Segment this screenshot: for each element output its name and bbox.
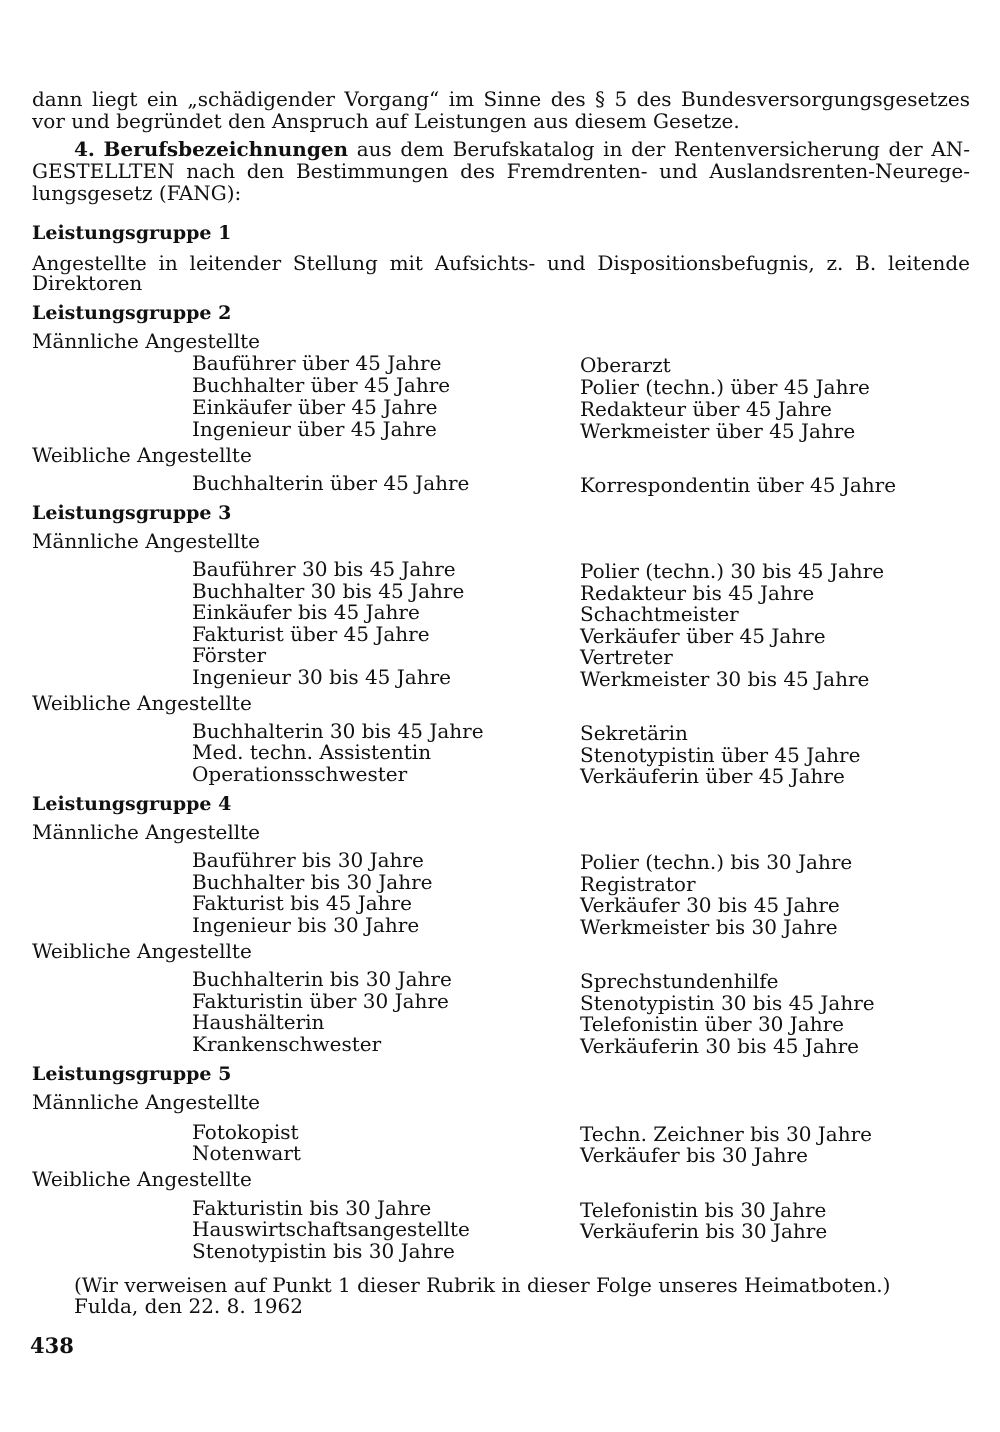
list-item: Vertreter [580,645,673,669]
list-item: Haushälterin [192,1010,325,1034]
list-item: Werkmeister über 45 Jahre [580,419,856,443]
list-item: Bauführer 30 bis 45 Jahre [192,557,456,581]
group-1-heading: Leistungsgruppe 1 [32,222,232,244]
list-item: Polier (techn.) 30 bis 45 Jahre [580,559,885,583]
list-item: Stenotypistin bis 30 Jahre [192,1239,455,1263]
list-item: Telefonistin über 30 Jahre [580,1012,844,1036]
list-item: Polier (techn.) über 45 Jahre [580,375,870,399]
group-3-female-label: Weibliche Angestellte [32,691,252,715]
group-4-heading: Leistungsgruppe 4 [32,793,232,815]
list-item: Fakturist über 45 Jahre [192,622,430,646]
list-item: Werkmeister 30 bis 45 Jahre [580,667,870,691]
list-item: Registrator [580,872,696,896]
group-2-heading: Leistungsgruppe 2 [32,302,232,324]
closing-note: (Wir verweisen auf Punkt 1 dieser Rubrik in dieser Folge unseres Heimatboten.) [74,1273,891,1297]
list-item: Hauswirtschaftsangestellte [192,1217,470,1241]
list-item: Bauführer bis 30 Jahre [192,848,424,872]
paragraph-4-line-3: lungsgesetz (FANG): [32,181,242,205]
list-item: Bauführer über 45 Jahre [192,351,442,375]
group-4-female-label: Weibliche Angestellte [32,939,252,963]
list-item: Ingenieur 30 bis 45 Jahre [192,665,451,689]
list-item: Verkäufer 30 bis 45 Jahre [580,893,840,917]
group-5-female-label: Weibliche Angestellte [32,1167,252,1191]
list-item: Buchhalterin bis 30 Jahre [192,967,452,991]
list-item: Stenotypistin über 45 Jahre [580,743,861,767]
closing-date: Fulda, den 22. 8. 1962 [74,1294,303,1318]
list-item: Telefonistin bis 30 Jahre [580,1198,827,1222]
list-item: Ingenieur über 45 Jahre [192,417,437,441]
list-item: Verkäuferin über 45 Jahre [580,764,845,788]
list-item: Sekretärin [580,721,688,745]
group-2-female-label: Weibliche Angestellte [32,443,252,467]
group-5-male-label: Männliche Angestellte [32,1090,260,1114]
list-item: Verkäufer bis 30 Jahre [580,1143,808,1167]
group-1-line-2: Direktoren [32,271,143,295]
list-item: Stenotypistin 30 bis 45 Jahre [580,991,875,1015]
list-item: Med. techn. Assistentin [192,740,432,764]
list-item: Werkmeister bis 30 Jahre [580,915,838,939]
group-3-male-label: Männliche Angestellte [32,529,260,553]
list-item: Fotokopist [192,1120,299,1144]
group-5-heading: Leistungsgruppe 5 [32,1063,232,1085]
paragraph-4-line-1-text: aus dem Berufskatalog in der Rentenversicherung der AN- [356,137,971,161]
list-item: Redakteur über 45 Jahre [580,397,832,421]
list-item: Fakturistin bis 30 Jahre [192,1196,432,1220]
list-item: Fakturistin über 30 Jahre [192,989,449,1013]
list-item: Operationsschwester [192,762,408,786]
list-item: Fakturist bis 45 Jahre [192,891,412,915]
list-item: Buchhalterin über 45 Jahre [192,471,470,495]
list-item: Redakteur bis 45 Jahre [580,581,815,605]
intro-line-1: dann liegt ein „schädigender Vorgang“ im Sinne des § 5 des Bundesversorgungsgesetzes [32,87,970,111]
list-item: Förster [192,643,267,667]
list-item: Krankenschwester [192,1032,382,1056]
list-item: Ingenieur bis 30 Jahre [192,913,420,937]
list-item: Polier (techn.) bis 30 Jahre [580,850,853,874]
group-1-line-1: Angestellte in leitender Stellung mit Aufsichts- und Dispositionsbefugnis, z. B. leitende [32,251,970,275]
list-item: Notenwart [192,1141,301,1165]
group-3-heading: Leistungsgruppe 3 [32,502,232,524]
list-item: Buchhalter bis 30 Jahre [192,870,433,894]
list-item: Buchhalter über 45 Jahre [192,373,451,397]
list-item: Techn. Zeichner bis 30 Jahre [580,1122,872,1146]
list-item: Korrespondentin über 45 Jahre [580,473,897,497]
group-4-male-label: Männliche Angestellte [32,820,260,844]
list-item: Schachtmeister [580,602,739,626]
page-number: 438 [30,1333,74,1358]
list-item: Buchhalterin 30 bis 45 Jahre [192,719,484,743]
paragraph-4-line-2: GESTELLTEN nach den Bestimmungen des Fremdrenten- und Auslandsrenten-Neurege- [32,159,970,183]
list-item: Einkäufer über 45 Jahre [192,395,438,419]
group-2-male-label: Männliche Angestellte [32,329,260,353]
list-item: Verkäuferin 30 bis 45 Jahre [580,1034,860,1058]
list-item: Einkäufer bis 45 Jahre [192,600,420,624]
paragraph-4-line-1 [74,138,970,160]
list-item: Buchhalter 30 bis 45 Jahre [192,579,465,603]
list-item: Verkäuferin bis 30 Jahre [580,1219,828,1243]
intro-line-2: vor und begründet den Anspruch auf Leistungen aus diesem Gesetze. [32,109,740,133]
list-item: Sprechstundenhilfe [580,969,779,993]
paragraph-4-number: 4. [74,137,95,161]
list-item: Verkäufer über 45 Jahre [580,624,826,648]
list-item: Oberarzt [580,353,671,377]
paragraph-4-term: Berufsbezeichnungen [103,137,349,161]
